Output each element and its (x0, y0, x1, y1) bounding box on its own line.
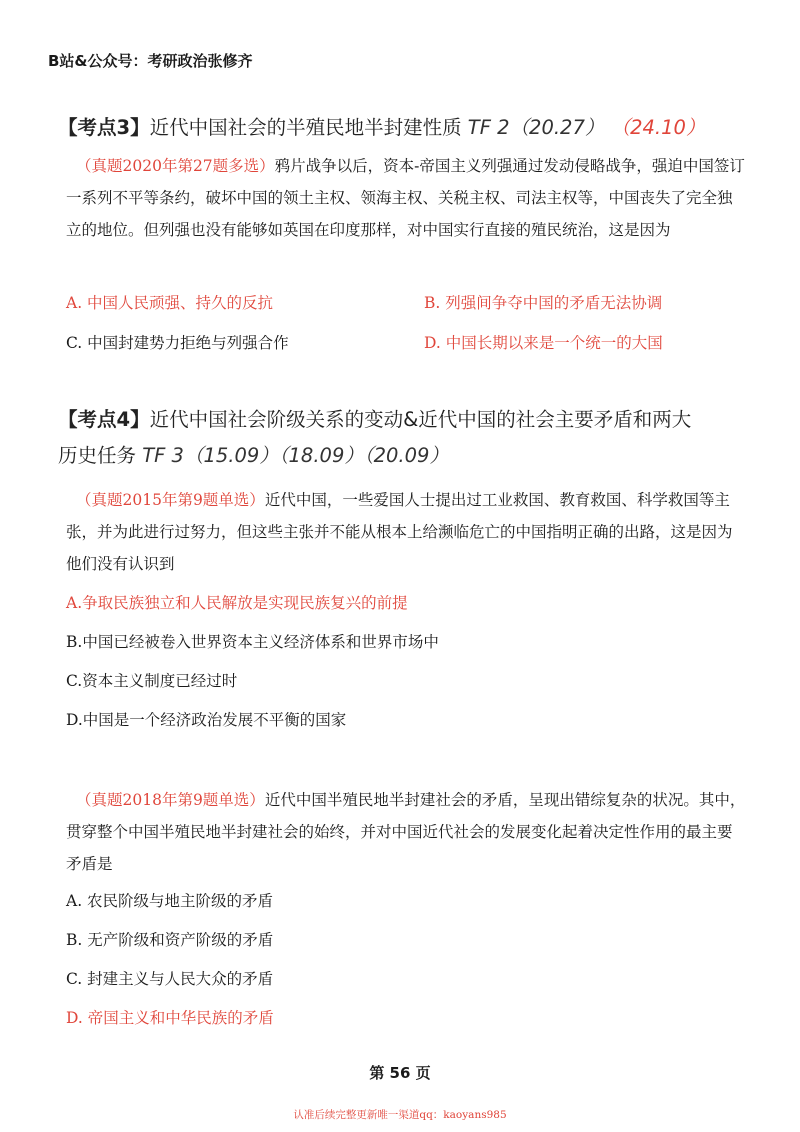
question-3 (66, 784, 746, 880)
question-3-stem: 近代中国半殖民地半封建社会的矛盾，呈现出错综复杂的状况。其中，贯穿整个中国半殖民地半封建社会的始终，并对中国近代社会的发展变化起着决定性作用的最主要矛盾是 (66, 791, 746, 873)
question-2-option-c: C.资本主义制度已经过时 (66, 672, 238, 690)
topic3-title: 近代中国社会的半殖民地半封建性质 (149, 116, 462, 139)
topic4-tag: 【考点4】 (58, 408, 150, 431)
question-1-option-b: B. 列强间争夺中国的矛盾无法协调 (424, 294, 663, 312)
topic4-title-line1: 近代中国社会阶级关系的变动&近代中国的社会主要矛盾和两大 (149, 408, 692, 431)
topic4-line2 (58, 438, 691, 474)
question-2-option-b: B.中国已经被卷入世界资本主义经济体系和世界市场中 (66, 633, 439, 651)
topic4-years: （15.09）（18.09）（20.09） (183, 444, 449, 467)
topic3-years-red: （24.10） (610, 116, 706, 139)
topic3-tf: TF 2 (467, 116, 510, 139)
topic4-title-line2: 历史任务 (58, 444, 137, 467)
topic4-line1 (58, 402, 691, 438)
topic4-tf: TF 3 (142, 444, 184, 467)
topic4-heading (58, 402, 691, 474)
question-3-option-b: B. 无产阶级和资产阶级的矛盾 (66, 931, 274, 949)
question-2-stem: 近代中国，一些爱国人士提出过工业救国、教育救国、科学救国等主张，并为此进行过努力，但这些主张并不能从根本上给濒临危亡的中国指明正确的出路，这是因为他们没有认识到 (66, 491, 733, 573)
question-1-source: （真题2020年第27题多选） (76, 157, 275, 175)
topic3-heading (58, 110, 705, 146)
question-2-option-a: A.争取民族独立和人民解放是实现民族复兴的前提 (66, 594, 408, 612)
topic3-years: （20.27） (509, 116, 605, 139)
question-3-option-d: D. 帝国主义和中华民族的矛盾 (66, 1009, 274, 1027)
question-2-option-d: D.中国是一个经济政治发展不平衡的国家 (66, 711, 347, 729)
watermark-text: 认准后续完整更新唯一渠道qq：kaoyans985 (293, 1109, 507, 1121)
question-2 (66, 484, 746, 580)
question-1-option-d: D. 中国长期以来是一个统一的大国 (424, 334, 663, 352)
question-3-source: （真题2018年第9题单选） (76, 791, 265, 809)
topic3-tag: 【考点3】 (58, 116, 150, 139)
question-3-option-a: A. 农民阶级与地主阶级的矛盾 (66, 892, 274, 910)
question-1-stem: 鸦片战争以后，资本-帝国主义列强通过发动侵略战争，强迫中国签订一系列不平等条约，破坏中国的领土主权、领海主权、关税主权、司法主权等，中国丧失了完全独立的地位。但列强也没有能够如英国在印度那样，对中国实行直接的殖民统治，这是因为 (66, 157, 745, 239)
question-1-option-c: C. 中国封建势力拒绝与列强合作 (66, 334, 289, 352)
question-1 (66, 150, 746, 246)
page-header: B站&公众号：考研政治张修齐 (48, 52, 253, 70)
question-1-option-a: A. 中国人民顽强、持久的反抗 (66, 294, 274, 312)
question-3-option-c: C. 封建主义与人民大众的矛盾 (66, 970, 274, 988)
page-number: 第 56 页 (369, 1064, 431, 1082)
question-2-source: （真题2015年第9题单选） (76, 491, 265, 509)
